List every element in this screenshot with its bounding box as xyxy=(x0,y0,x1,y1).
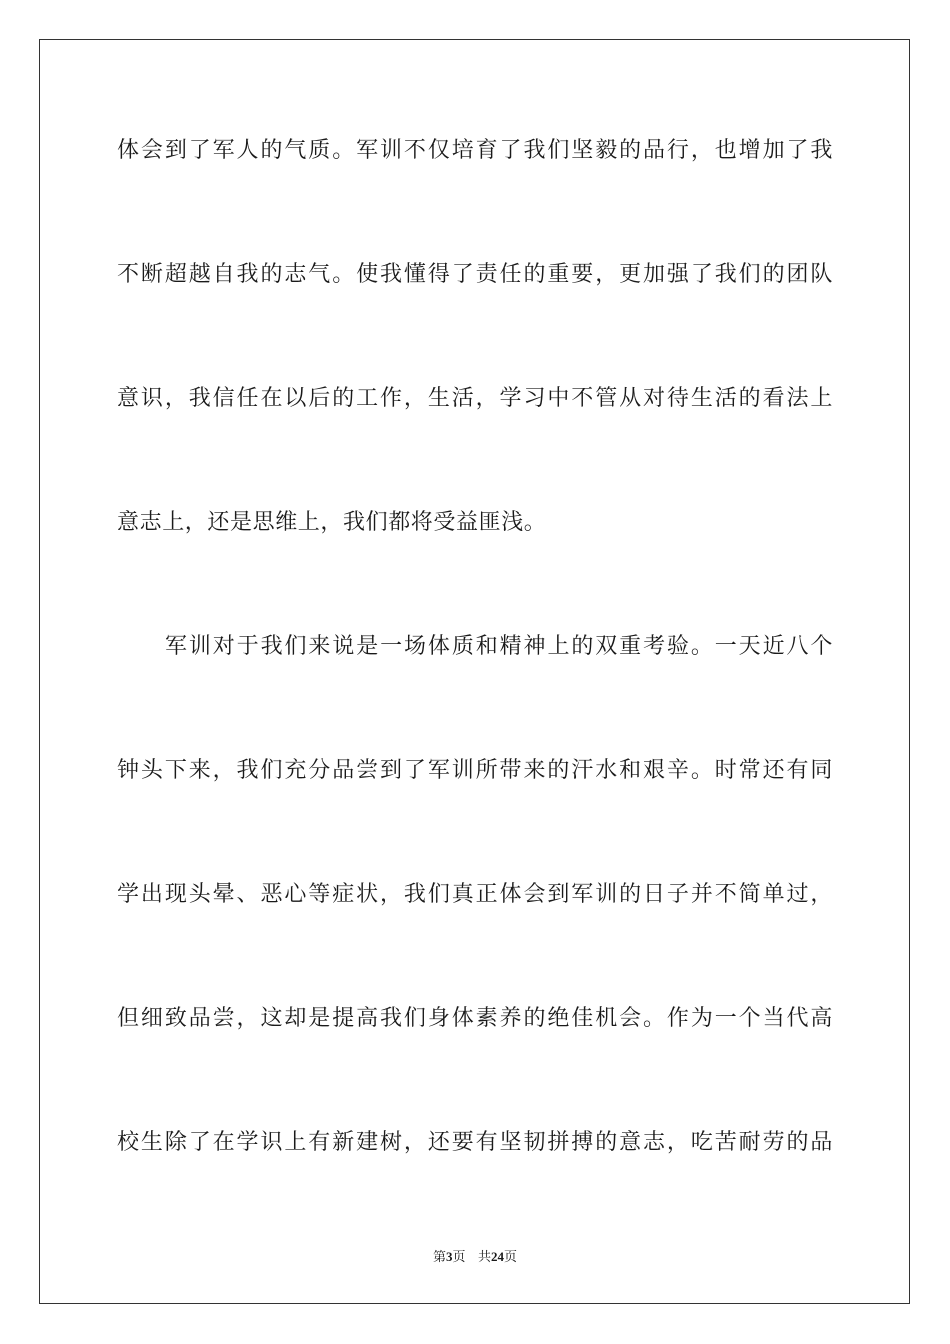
text-line-1: 体会到了军人的气质。军训不仅培育了我们坚毅的品行，也增加了我 xyxy=(117,138,833,163)
page-number: 3 xyxy=(446,1249,453,1264)
page-border xyxy=(39,39,910,1304)
total-suffix: 页 xyxy=(503,1250,517,1265)
page-suffix: 页 xyxy=(452,1250,466,1265)
page-footer xyxy=(0,1248,950,1267)
paragraph-start-line: 军训对于我们来说是一场体质和精神上的双重考验。一天近八个 xyxy=(165,634,833,659)
text-line-9: 校生除了在学识上有新建树，还要有坚韧拼搏的意志，吃苦耐劳的品 xyxy=(117,1130,833,1155)
text-line-2: 不断超越自我的志气。使我懂得了责任的重要，更加强了我们的团队 xyxy=(117,262,833,287)
text-line-8: 但细致品尝，这却是提高我们身体素养的绝佳机会。作为一个当代高 xyxy=(117,1006,833,1031)
text-line-7: 学出现头晕、恶心等症状，我们真正体会到军训的日子并不简单过， xyxy=(117,882,833,907)
page-prefix: 第 xyxy=(433,1250,447,1265)
total-prefix: 共 xyxy=(477,1250,491,1265)
text-line-4: 意志上，还是思维上，我们都将受益匪浅。 xyxy=(117,510,547,535)
text-line-3: 意识，我信任在以后的工作，生活，学习中不管从对待生活的看法上 xyxy=(117,386,833,411)
total-pages: 24 xyxy=(490,1249,504,1264)
text-line-6: 钟头下来，我们充分品尝到了军训所带来的汗水和艰辛。时常还有同 xyxy=(117,758,833,783)
